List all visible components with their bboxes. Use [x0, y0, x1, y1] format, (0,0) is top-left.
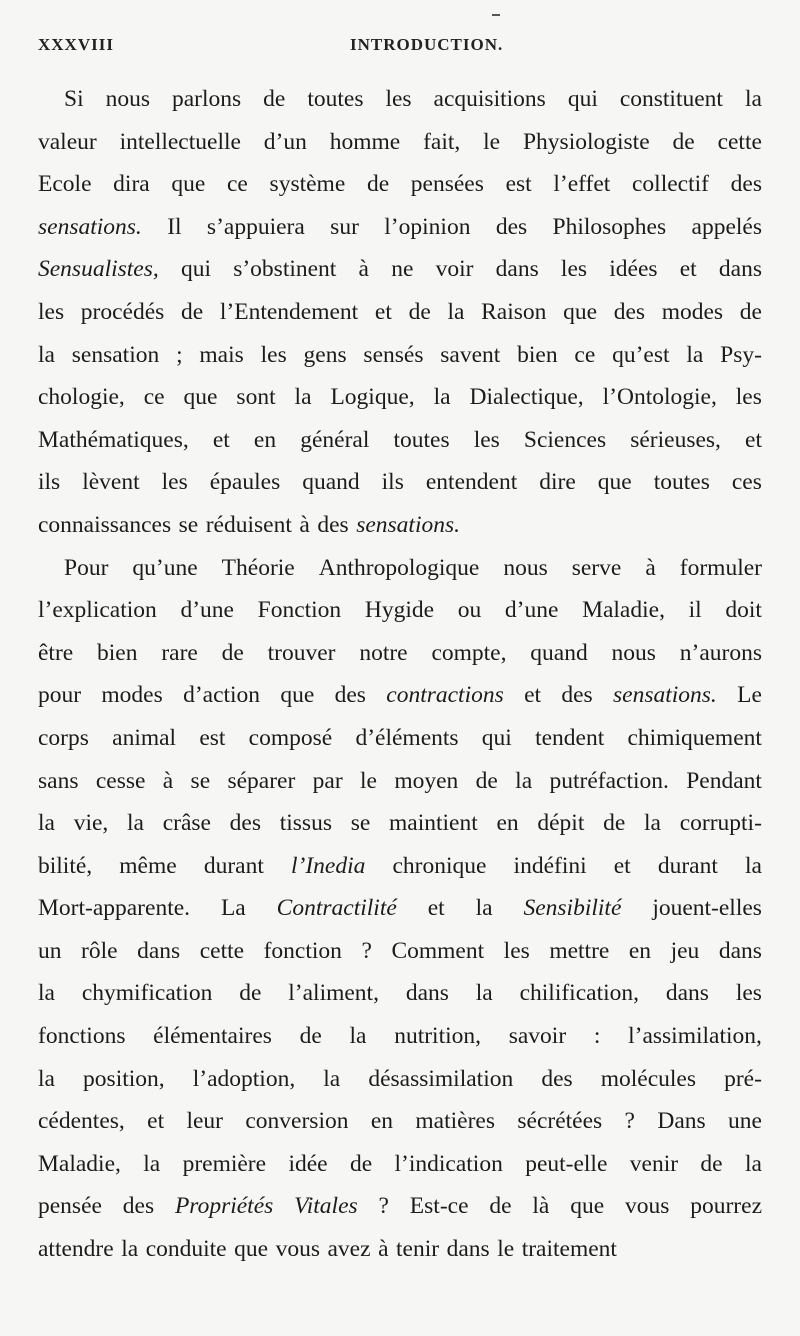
- paragraph: [38, 547, 762, 1271]
- text-line: corps animal est composé d’éléments qui tendent chimiquement: [38, 724, 762, 751]
- text-line: connaissances se réduisent à des sensations.: [38, 511, 460, 538]
- text-line: la sensation ; mais les gens sensés savent bien ce qu’est la Psy-: [38, 341, 762, 368]
- text-line: être bien rare de trouver notre compte, quand nous n’aurons: [38, 639, 762, 666]
- text-line: Pour qu’une Théorie Anthropologique nous serve à formuler: [64, 554, 762, 581]
- text-line: Sensualistes, qui s’obstinent à ne voir dans les idées et dans: [38, 256, 762, 283]
- text-line: chologie, ce que sont la Logique, la Dialectique, l’Ontologie, les: [38, 384, 762, 411]
- text-line: valeur intellectuelle d’un homme fait, le Physiologiste de cette: [38, 128, 762, 155]
- text-line: Ecole dira que ce système de pensées est l’effet collectif des: [38, 171, 762, 198]
- text-line: Maladie, la première idée de l’indication peut-elle venir de la: [38, 1150, 762, 1177]
- text-line: pour modes d’action que des contractions et des sensations. Le: [38, 682, 762, 709]
- running-title: INTRODUCTION.: [350, 35, 504, 54]
- text-line: sensations. Il s’appuiera sur l’opinion des Philosophes appelés: [38, 213, 762, 240]
- text-line: Si nous parlons de toutes les acquisitions qui constituent la: [64, 86, 762, 112]
- text-line: Mort-apparente. La Contractilité et la Sensibilité jouent-elles: [38, 895, 762, 922]
- text-line: cédentes, et leur conversion en matières sécrétées ? Dans une: [38, 1108, 762, 1135]
- text-line: bilité, même durant l’Inedia chronique indéfini et durant la: [38, 852, 762, 879]
- text-line: pensée des Propriétés Vitales ? Est-ce de là que vous pourrez: [38, 1193, 762, 1220]
- text-line: attendre la conduite que vous avez à tenir dans le traitement: [38, 1236, 617, 1263]
- text-line: Mathématiques, et en général toutes les Sciences sérieuses, et: [38, 426, 762, 453]
- paragraph: [38, 78, 762, 547]
- text-line: la vie, la crâse des tissus se maintient en dépit de la corrupti-: [38, 810, 762, 837]
- text-line: les procédés de l’Entendement et de la Raison que des modes de: [38, 298, 762, 325]
- text-line: sans cesse à se séparer par le moyen de la putréfaction. Pendant: [38, 767, 762, 794]
- running-header: [38, 35, 758, 61]
- top-dash-mark: [492, 14, 500, 16]
- page-number: XXXVIII: [38, 35, 114, 54]
- text-line: un rôle dans cette fonction ? Comment les mettre en jeu dans: [38, 937, 762, 964]
- text-line: la position, l’adoption, la désassimilation des molécules pré-: [38, 1065, 762, 1092]
- page-body-text: [38, 78, 762, 1271]
- text-line: ils lèvent les épaules quand ils entendent dire que toutes ces: [38, 469, 762, 496]
- text-line: fonctions élémentaires de la nutrition, savoir : l’assimilation,: [38, 1023, 762, 1050]
- text-line: la chymification de l’aliment, dans la chilification, dans les: [38, 980, 762, 1007]
- text-line: l’explication d’une Fonction Hygide ou d’une Maladie, il doit: [38, 597, 762, 624]
